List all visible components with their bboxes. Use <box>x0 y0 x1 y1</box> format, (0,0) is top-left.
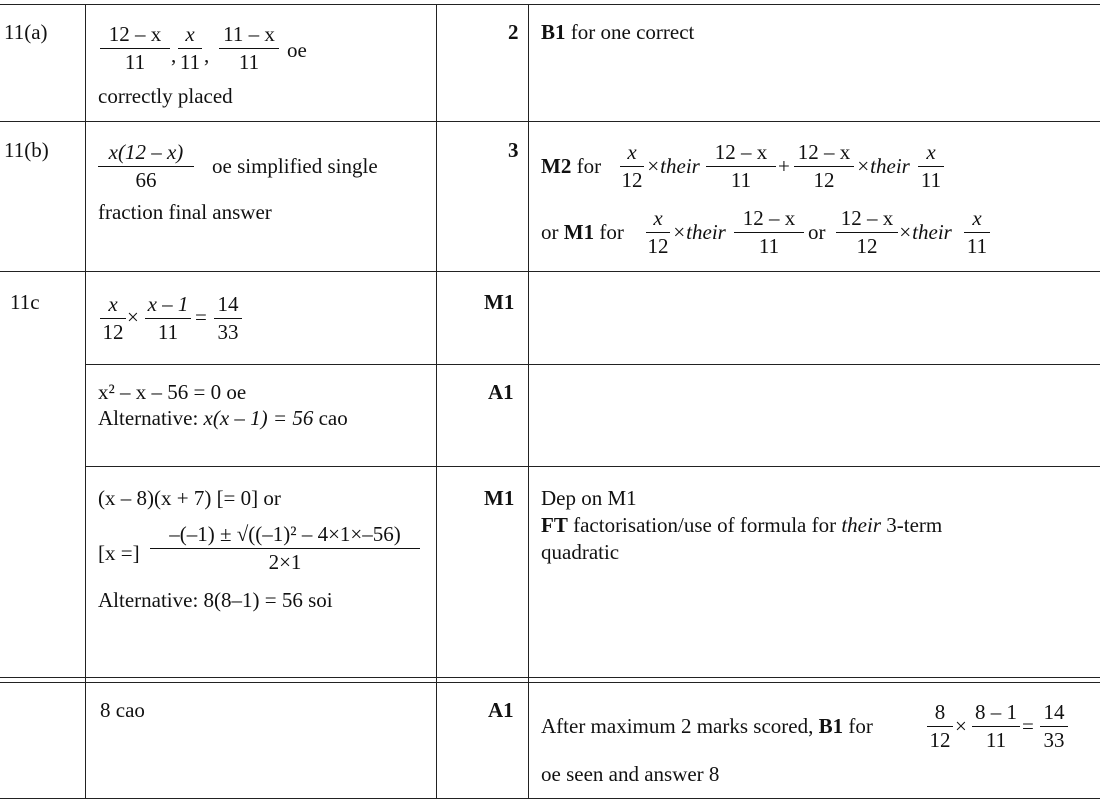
fraction: 8 12 <box>927 702 953 751</box>
col-border-1 <box>85 4 86 798</box>
answer-text: oe simplified single <box>212 154 378 178</box>
answer-text: correctly placed <box>98 84 233 108</box>
guidance-text: M2 for <box>541 154 602 178</box>
marks: M1 <box>484 486 515 510</box>
fraction: x – 1 11 <box>145 294 191 343</box>
marks: 3 <box>508 138 519 162</box>
answer-text: (x – 8)(x + 7) [= 0] or <box>98 486 281 510</box>
row-border-11b <box>0 271 1100 272</box>
fraction: 14 33 <box>214 294 242 343</box>
answer-text: fraction final answer <box>98 200 272 224</box>
or-word: or <box>808 220 826 244</box>
row-border-11c-1 <box>85 364 1100 365</box>
quadratic-formula: –(–1) ± √((–1)² – 4×1×–56) 2×1 <box>150 524 420 573</box>
answer-text: Alternative: 8(8–1) = 56 soi <box>98 588 333 612</box>
marks: 2 <box>508 20 519 44</box>
guidance-text: After maximum 2 marks scored, B1 for <box>541 714 873 738</box>
oe-label: oe <box>287 38 307 62</box>
times-their: ×their <box>672 220 726 244</box>
row-border-11c-2 <box>85 466 1100 467</box>
fraction: x 11 <box>964 208 990 257</box>
answer-text: 8 cao <box>100 698 145 722</box>
row-border-double-2 <box>0 682 1100 683</box>
col-border-3 <box>528 4 529 798</box>
row-border-11a <box>0 121 1100 122</box>
fraction: x 12 <box>621 140 643 192</box>
question-number: 11(b) <box>4 138 49 162</box>
guidance-text: Dep on M1 <box>541 486 637 510</box>
fraction: x 12 <box>100 294 126 343</box>
fraction: x 12 <box>647 206 669 258</box>
times-their: ×their <box>856 154 910 178</box>
guidance-text: or M1 for <box>541 220 624 244</box>
equals: = <box>195 305 207 329</box>
marks: A1 <box>488 380 514 404</box>
fraction: 12 – x 11 <box>734 208 804 257</box>
question-number: 11(a) <box>4 20 48 44</box>
answer-text: [x =] <box>98 541 140 565</box>
fraction: 12 – x 11 <box>706 142 776 191</box>
guidance-text: oe seen and answer 8 <box>541 762 720 786</box>
fraction: x 11 <box>179 22 201 74</box>
answer-text: Alternative: x(x – 1) = 56 cao <box>98 406 348 430</box>
marks: M1 <box>484 290 515 314</box>
comma: , <box>204 43 210 67</box>
fraction: 12 – x 11 <box>100 24 170 73</box>
guidance-text: quadratic <box>541 540 620 564</box>
comma: , <box>171 43 177 67</box>
answer-text: x² – x – 56 = 0 oe <box>98 380 247 404</box>
times-their: ×their <box>898 220 952 244</box>
fraction: 14 33 <box>1040 702 1068 751</box>
col-border-2 <box>436 4 437 798</box>
row-border-top <box>0 4 1100 5</box>
question-number: 11c <box>10 290 40 314</box>
times-their: ×their <box>646 154 700 178</box>
guidance-text: FT factorisation/use of formula for their 3-term <box>541 513 943 537</box>
fraction: x 11 <box>918 142 944 191</box>
fraction: 11 – x 11 <box>219 24 279 73</box>
fraction: 12 – x 12 <box>836 208 898 257</box>
fraction: 8 – 1 11 <box>972 702 1020 751</box>
fraction: 12 – x 12 <box>794 142 854 191</box>
times: × <box>127 305 139 329</box>
row-border-double-1 <box>0 677 1100 678</box>
times: × <box>955 714 967 738</box>
marks: A1 <box>488 698 514 722</box>
plus: + <box>778 154 790 178</box>
equals: = <box>1022 714 1034 738</box>
row-border-bottom <box>0 798 1100 799</box>
guidance-text: B1 for one correct <box>541 20 695 44</box>
fraction: x(12 – x) 66 <box>98 142 194 191</box>
